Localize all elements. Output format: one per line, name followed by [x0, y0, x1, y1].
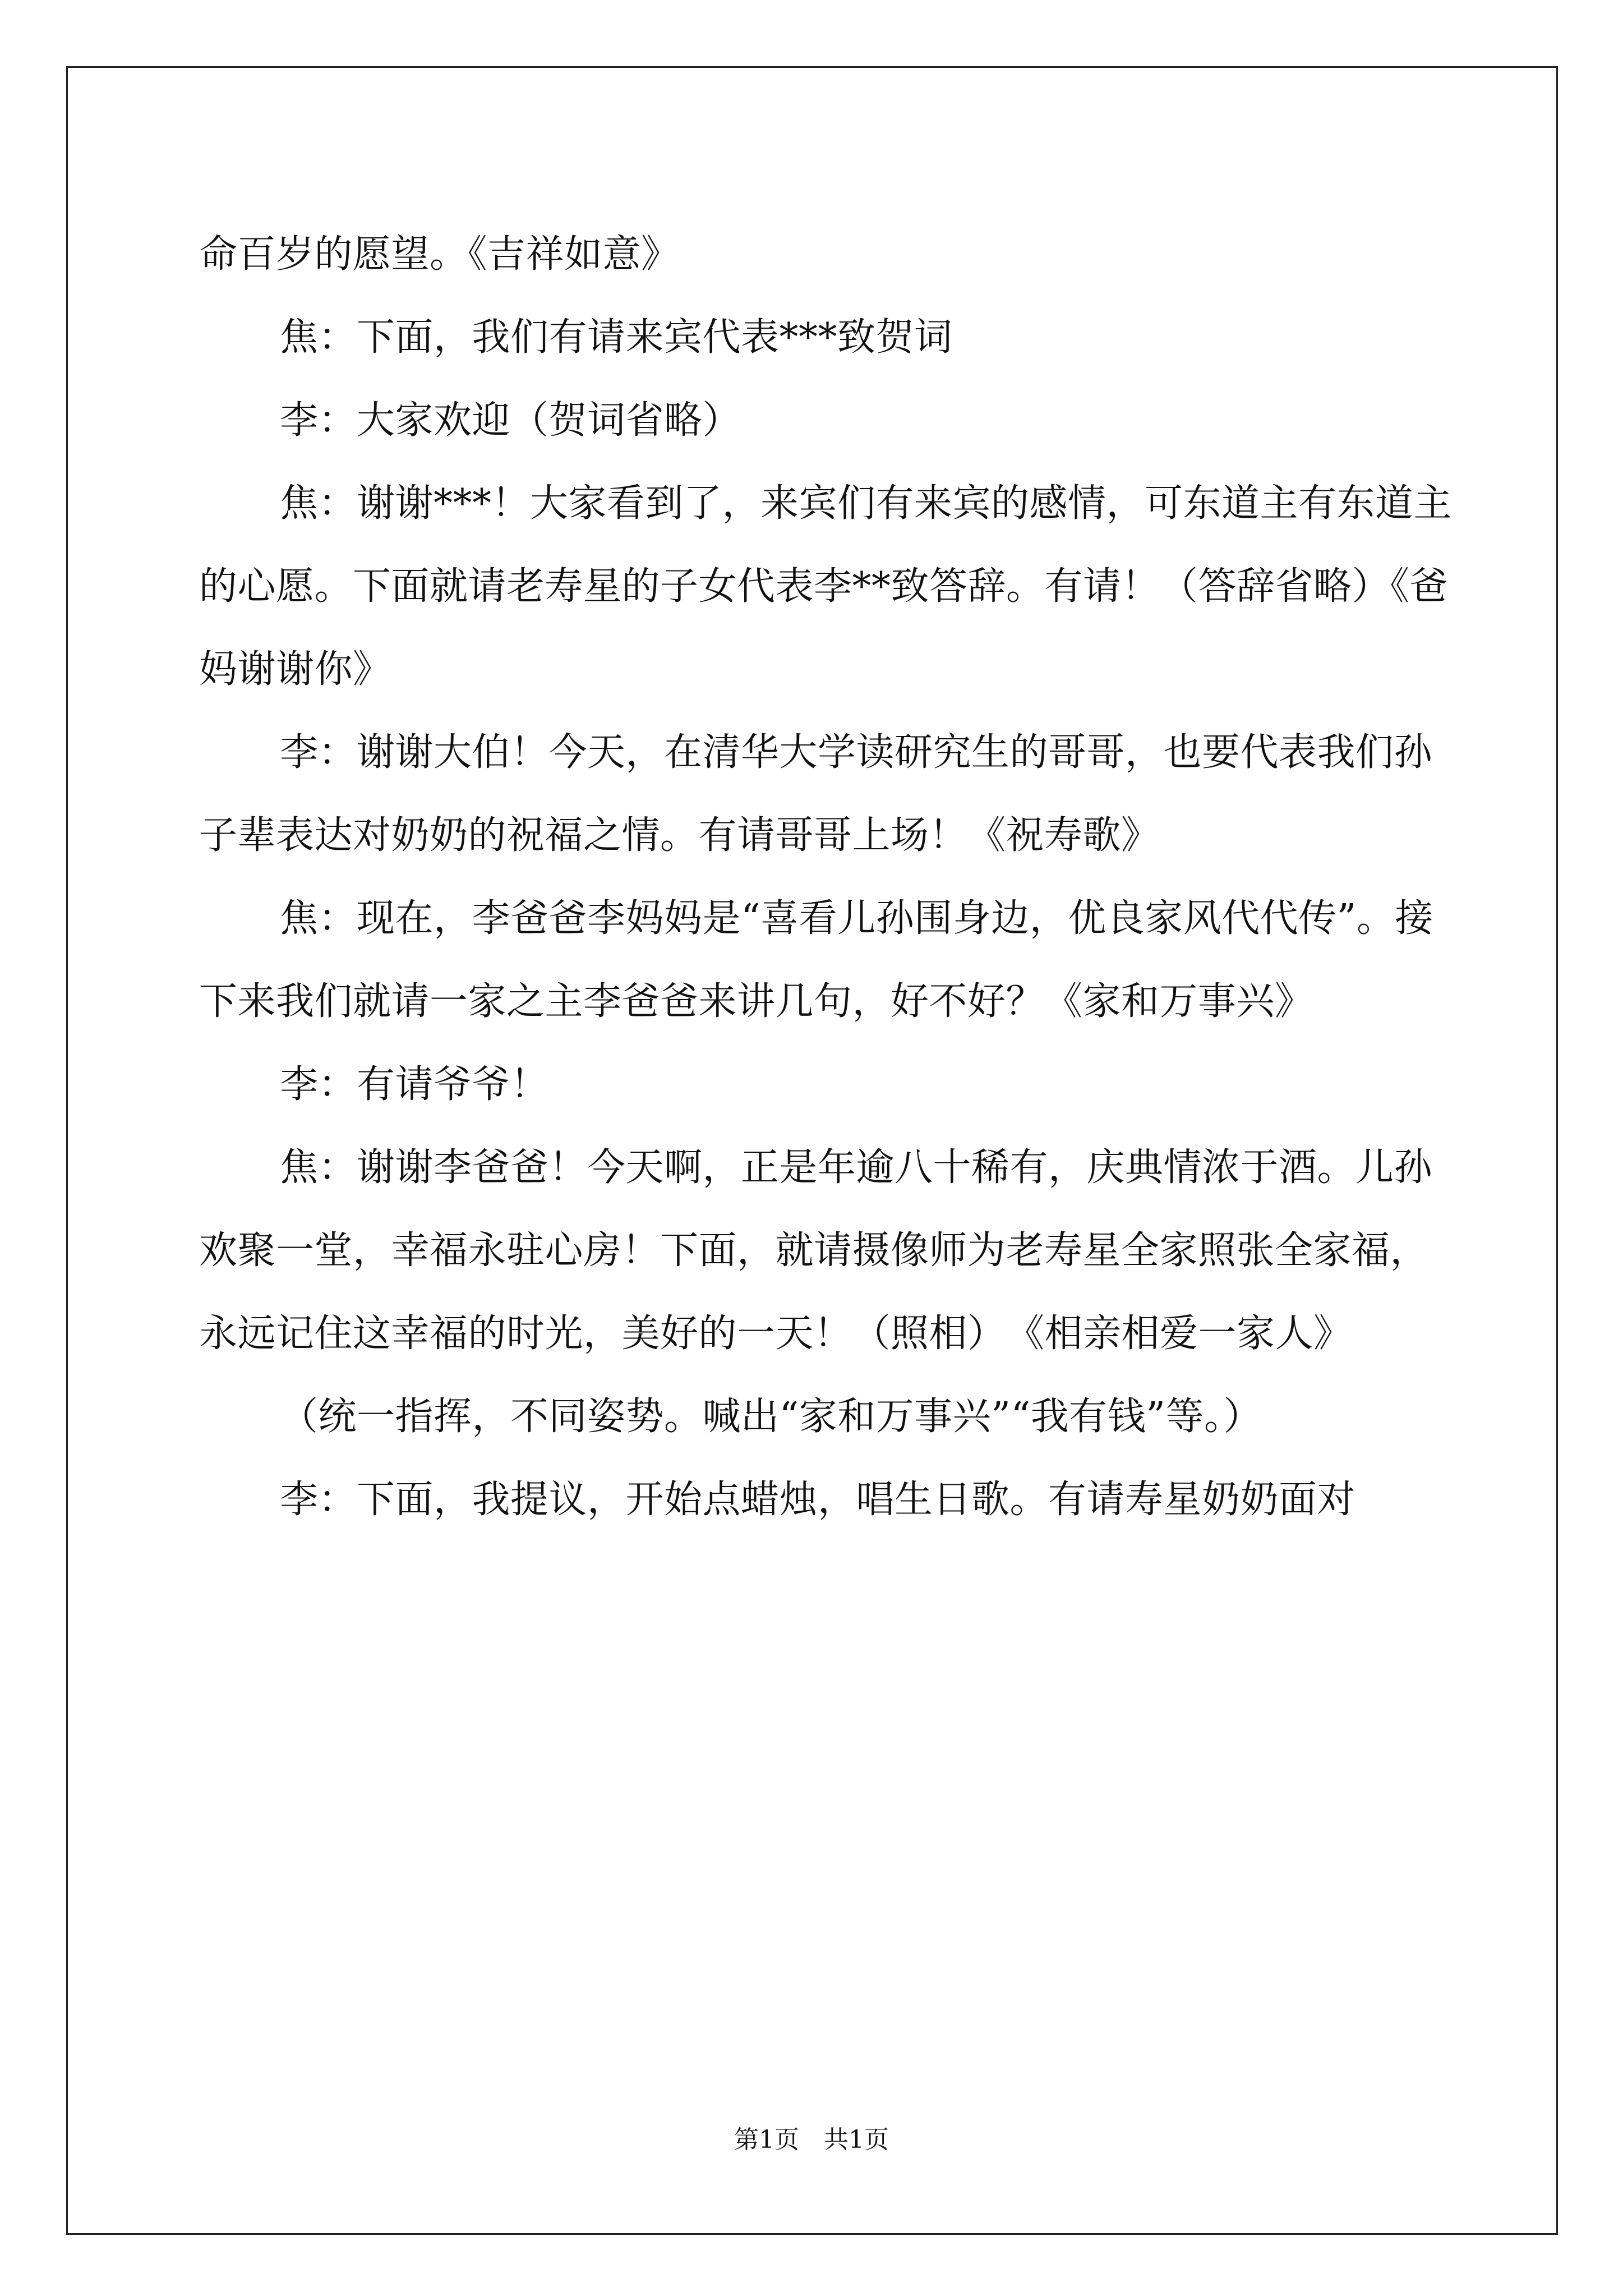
paragraph-8: 焦：谢谢李爸爸！今天啊，正是年逾八十稀有，庆典情浓于酒。儿孙欢聚一堂，幸福永驻心房！下面，就请摄像师为老寿星全家照张全家福，永远记住这幸福的时光，美好的一天！（照相） 《相亲相爱一家人》 [199, 1145, 1433, 1356]
paragraph-5: 李：谢谢大伯！今天，在清华大学读研究生的哥哥，也要代表我们孙子辈表达对奶奶的祝福之情。有请哥哥上场！《祝寿歌》 [199, 730, 1433, 858]
paragraph-2: 焦：下面，我们有请来宾代表***致贺词 [280, 315, 953, 360]
paragraph-6: 焦：现在，李爸爸李妈妈是“喜看儿孙围身边，优良家风代代传”。接下来我们就请一家之主李爸爸来讲几句，好不好？《家和万事兴》 [199, 896, 1434, 1024]
document-body [199, 213, 1467, 1542]
paragraph-4: 焦：谢谢***！大家看到了，来宾们有来宾的感情，可东道主有东道主的心愿。下面就请老寿星的子女代表李**致答辞。有请！（答辞省略）《爸妈谢谢你》 [199, 481, 1453, 692]
paragraph-10: 李：下面，我提议，开始点蜡烛，唱生日歌。有请寿星奶奶面对 [280, 1478, 1356, 1522]
paragraph-3: 李：大家欢迎（贺词省略） [280, 398, 741, 443]
paragraph-1: 命百岁的愿望。《吉祥如意》 [199, 232, 680, 277]
paragraph-7: 李：有请爷爷！ [280, 1062, 549, 1107]
paragraph-9: （统一指挥，不同姿势。喊出“家和万事兴”“我有钱”等。） [280, 1395, 1262, 1439]
page-number-footer: 第1页 共1页 [734, 2125, 889, 2154]
